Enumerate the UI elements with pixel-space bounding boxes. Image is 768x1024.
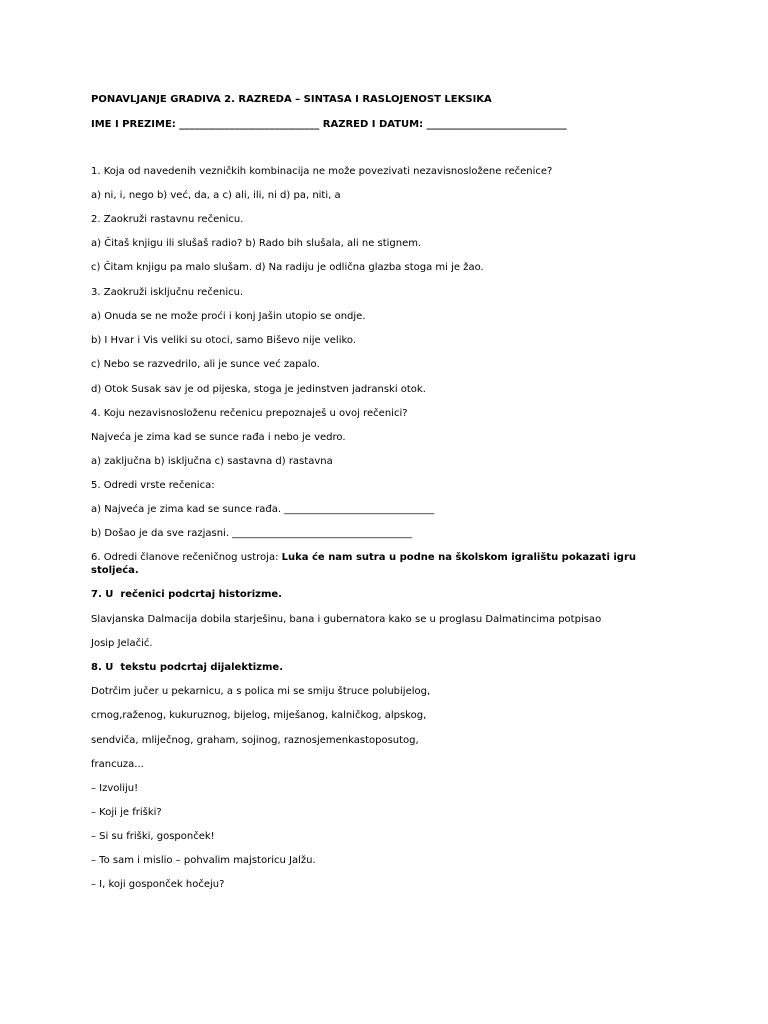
question-7-text-line-1: Slavjanska Dalmacija dobila starješinu, bana i gubernatora kako se u proglasu Dalmatincima potpisao: [91, 614, 602, 625]
question-8: 8. U tekstu podcrtaj dijalektizme.: [91, 662, 284, 673]
question-5: 5. Odredi vrste rečenica:: [91, 480, 215, 491]
question-3-option-a: a) Onuda se ne može proći i konj Jašin utopio se ondje.: [91, 311, 366, 322]
question-7: 7. U rečenici podcrtaj historizme.: [91, 589, 282, 600]
question-8-dialogue-line: – Koji je friški?: [91, 807, 162, 818]
question-8-dialogue-line: – To sam i mislio – pohvalim majstoricu Jalžu.: [91, 855, 316, 866]
question-1-options: a) ni, i, nego b) već, da, a c) ali, ili, ni d) pa, niti, a: [91, 190, 341, 201]
question-8-text-line: crnog,raženog, kukuruznog, bijelog, miješanog, kalničkog, alpskog,: [91, 710, 427, 721]
question-3-option-c: c) Nebo se razvedrilo, ali je sunce već zapalo.: [91, 359, 320, 370]
question-8-dialogue-line: – I, koji gosponček hočeju?: [91, 879, 225, 890]
question-3: 3. Zaokruži isključnu rečenicu.: [91, 287, 244, 298]
question-8-text-line: francuza...: [91, 759, 144, 770]
question-6-prefix: 6. Odredi članove rečeničnog ustroja:: [91, 552, 282, 563]
question-5-item-b: b) Došao je da sve razjasni. ____________________________________: [91, 528, 413, 539]
question-6: [91, 551, 651, 577]
question-3-option-b: b) I Hvar i Vis veliki su otoci, samo Biševo nije veliko.: [91, 335, 357, 346]
question-2-options-ab: a) Čitaš knjigu ili slušaš radio? b) Rado bih slušala, ali ne stignem.: [91, 238, 422, 249]
question-8-dialogue-line: – Izvoliju!: [91, 783, 139, 794]
name-and-date-line: IME I PREZIME: ____________________________ RAZRED I DATUM: ____________________________: [91, 119, 567, 130]
question-8-dialogue-line: – Si su friški, gosponček!: [91, 831, 215, 842]
question-7-text-line-2: Josip Jelačić.: [91, 638, 153, 649]
question-3-option-d: d) Otok Susak sav je od pijeska, stoga je jedinstven jadranski otok.: [91, 384, 426, 395]
question-2: 2. Zaokruži rastavnu rečenicu.: [91, 214, 244, 225]
question-6-sentence: Luka će nam sutra u podne na školskom igralištu pokazati igru stoljeća.: [91, 552, 636, 576]
worksheet-title: PONAVLJANJE GRADIVA 2. RAZREDA – SINTASA I RASLOJENOST LEKSIKA: [91, 94, 492, 105]
question-4-sentence: Najveća je zima kad se sunce rađa i nebo je vedro.: [91, 432, 346, 443]
question-5-item-a: a) Najveća je zima kad se sunce rađa. ______________________________: [91, 504, 435, 515]
question-1: 1. Koja od navedenih vezničkih kombinacija ne može povezivati nezavisnosložene rečenice?: [91, 166, 553, 177]
question-2-options-cd: c) Čitam knjigu pa malo slušam. d) Na radiju je odlična glazba stoga mi je žao.: [91, 262, 484, 273]
question-8-text-line: sendviča, mliječnog, graham, sojinog, raznosjemenkastoposutog,: [91, 735, 419, 746]
question-8-text-line: Dotrčim jučer u pekarnicu, a s polica mi se smiju štruce polubijelog,: [91, 686, 431, 697]
question-4-options: a) zaključna b) isključna c) sastavna d) rastavna: [91, 456, 333, 467]
question-4: 4. Koju nezavisnosloženu rečenicu prepoznaješ u ovoj rečenici?: [91, 408, 408, 419]
